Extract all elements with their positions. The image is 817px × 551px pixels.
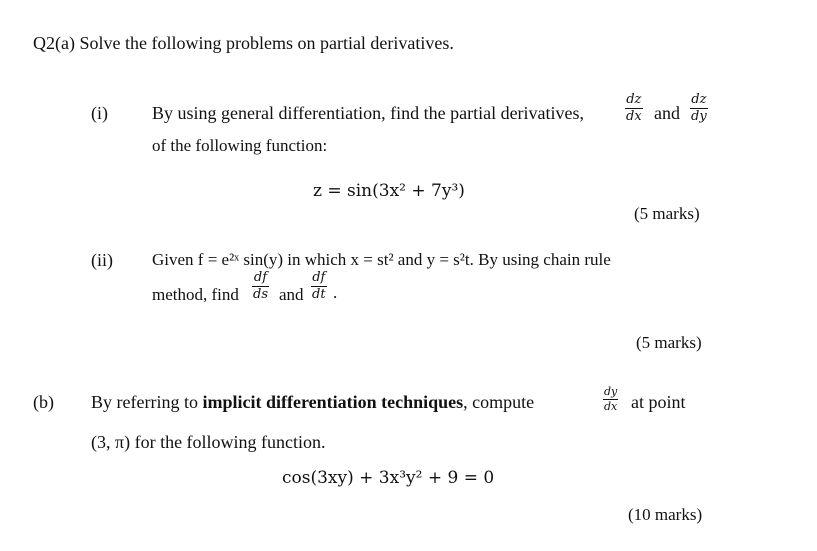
part-ii-label: (ii) [91, 250, 113, 270]
part-i-marks: (5 marks) [634, 204, 700, 223]
fraction-numerator: dy [604, 385, 618, 398]
part-b-text-prefix: By referring to [91, 392, 198, 412]
part-b-label: (b) [33, 392, 54, 412]
and-text: and [654, 103, 680, 123]
question-title: Q2(a) Solve the following problems on partial derivatives. [33, 33, 454, 53]
fraction-denominator: dx [604, 400, 618, 413]
part-b-bold-text: implicit differentiation techniques [202, 392, 464, 412]
fraction-denominator: dx [626, 109, 642, 124]
fraction-numerator: dz [691, 92, 707, 107]
part-ii-text-line2: method, find [152, 285, 239, 304]
fraction-dy-dx [603, 386, 618, 413]
period: . [333, 283, 338, 302]
fraction-numerator: df [312, 270, 326, 285]
part-b-equation: cos(3xy) + 3x³y² + 9 = 0 [282, 468, 495, 488]
fraction-numerator: df [253, 270, 268, 285]
fraction-denominator: dt [312, 287, 326, 302]
part-i-text-line2: of the following function: [152, 136, 328, 155]
part-b-text-middle: , compute [463, 392, 535, 412]
fraction-dz-dx [625, 93, 643, 124]
part-ii-text-line1: Given f = e²ˣ sin(y) in which x = st² and y = s²t. By using chain rule [152, 250, 611, 269]
fraction-df-ds [252, 271, 269, 302]
and-text: and [279, 285, 304, 304]
part-ii-marks: (5 marks) [636, 333, 702, 352]
fraction-dz-dy [690, 93, 708, 124]
part-i-label: (i) [91, 103, 108, 123]
part-b-marks: (10 marks) [628, 505, 703, 524]
fraction-denominator: ds [253, 287, 268, 302]
part-b-text-line2: (3, π) for the following function. [91, 432, 326, 452]
part-i-equation: z = sin(3x² + 7y³) [313, 181, 465, 201]
fraction-denominator: dy [691, 109, 707, 124]
part-i-text-line1: By using general differentiation, find the partial derivatives, [152, 103, 585, 123]
fraction-numerator: dz [626, 92, 642, 107]
part-b-text-suffix: at point [631, 392, 686, 412]
part-b-text-line1 [91, 392, 534, 413]
fraction-df-dt [311, 271, 327, 302]
